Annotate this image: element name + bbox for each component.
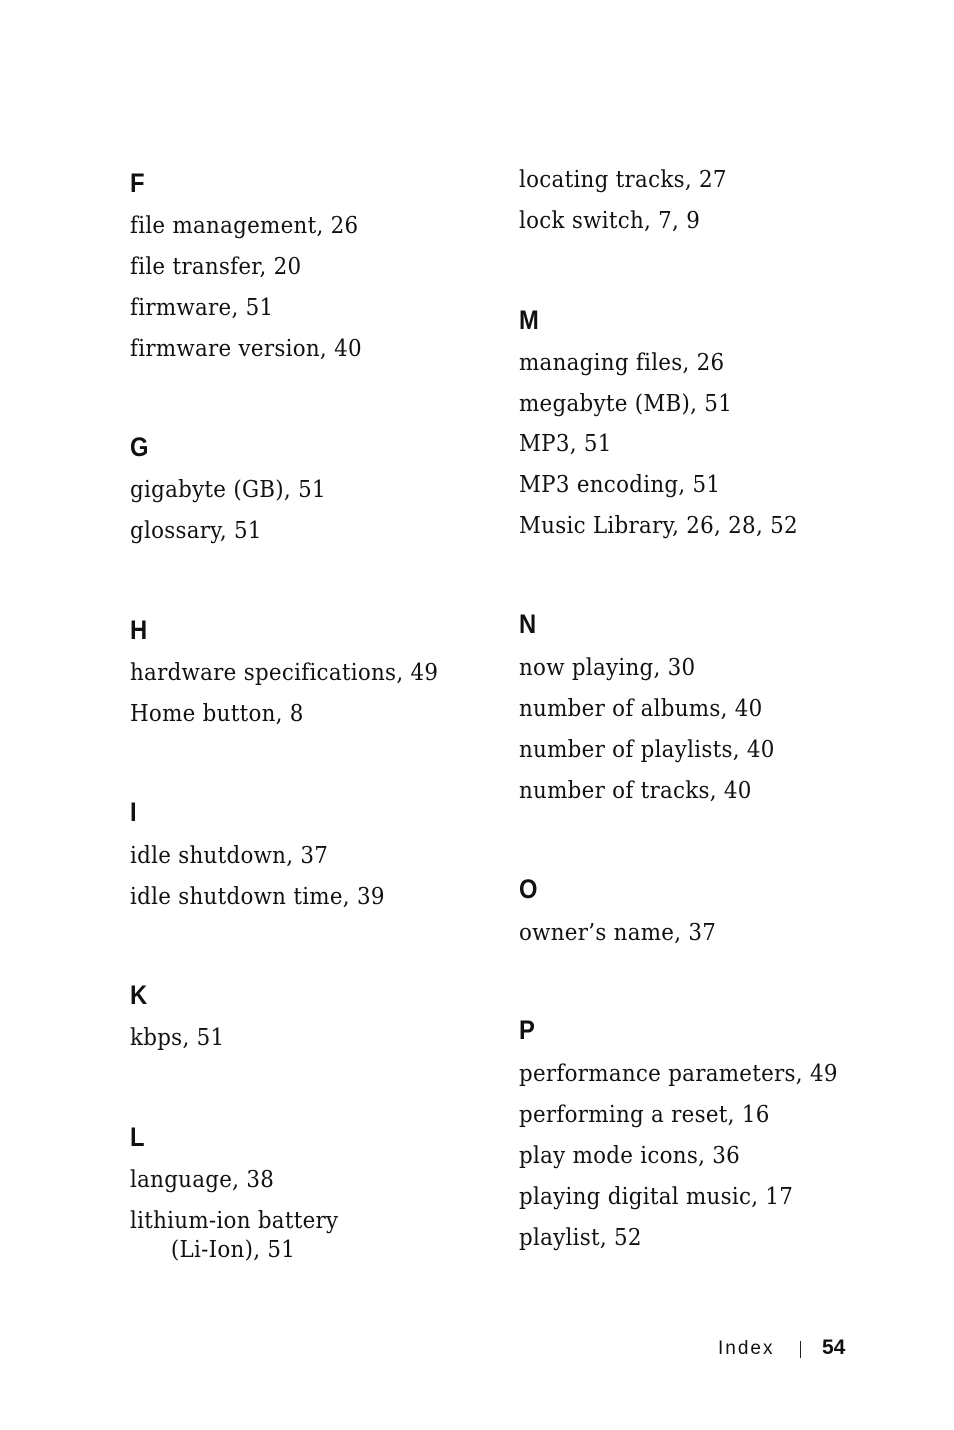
index-entry: managing files, 26: [519, 350, 725, 376]
index-entry: file management, 26: [130, 213, 359, 239]
index-entry: now playing, 30: [519, 655, 696, 681]
index-entry: owner’s name, 37: [519, 920, 717, 946]
index-entry: language, 38: [130, 1167, 275, 1193]
index-entry: kbps, 51: [130, 1025, 225, 1051]
footer-divider: [800, 1341, 801, 1358]
index-entry: locating tracks, 27: [519, 167, 727, 193]
index-entry: playing digital music, 17: [519, 1184, 794, 1210]
index-entry: lock switch, 7, 9: [519, 208, 701, 234]
index-entry: firmware version, 40: [130, 336, 362, 362]
index-entry: number of albums, 40: [519, 696, 763, 722]
index-entry: idle shutdown, 37: [130, 843, 329, 869]
index-letter-heading: H: [130, 615, 148, 645]
index-entry: idle shutdown time, 39: [130, 884, 385, 910]
index-entry: hardware specifications, 49: [130, 660, 439, 686]
index-letter-heading: N: [519, 609, 537, 639]
index-entry: glossary, 51: [130, 518, 262, 544]
index-letter-heading: K: [130, 980, 148, 1010]
index-entry: Music Library, 26, 28, 52: [519, 513, 798, 539]
index-entry: firmware, 51: [130, 295, 274, 321]
index-entry: performance parameters, 49: [519, 1061, 838, 1087]
index-entry: gigabyte (GB), 51: [130, 477, 326, 503]
index-letter-heading: I: [130, 797, 137, 827]
index-letter-heading: P: [519, 1015, 535, 1045]
index-entry: megabyte (MB), 51: [519, 391, 733, 417]
index-entry: MP3 encoding, 51: [519, 472, 721, 498]
index-entry: playlist, 52: [519, 1225, 642, 1251]
index-letter-heading: O: [519, 874, 538, 904]
index-entry: performing a reset, 16: [519, 1102, 770, 1128]
index-entry-multiline: [130, 1207, 338, 1265]
index-letter-heading: F: [130, 168, 145, 198]
page-footer: [718, 1334, 850, 1364]
index-entry-continuation: (Li-Ion), 51: [170, 1237, 296, 1263]
index-letter-heading: L: [130, 1122, 145, 1152]
footer-section-title: Index: [718, 1338, 775, 1359]
index-entry: play mode icons, 36: [519, 1143, 741, 1169]
index-entry: number of playlists, 40: [519, 737, 775, 763]
index-letter-heading: M: [519, 305, 539, 335]
index-entry-text: lithium-ion battery: [130, 1208, 339, 1234]
index-entry: file transfer, 20: [130, 254, 302, 280]
index-entry: MP3, 51: [519, 431, 612, 457]
page-number: 54: [822, 1336, 846, 1359]
index-letter-heading: G: [130, 432, 149, 462]
index-entry: Home button, 8: [130, 701, 304, 727]
index-entry: number of tracks, 40: [519, 778, 752, 804]
